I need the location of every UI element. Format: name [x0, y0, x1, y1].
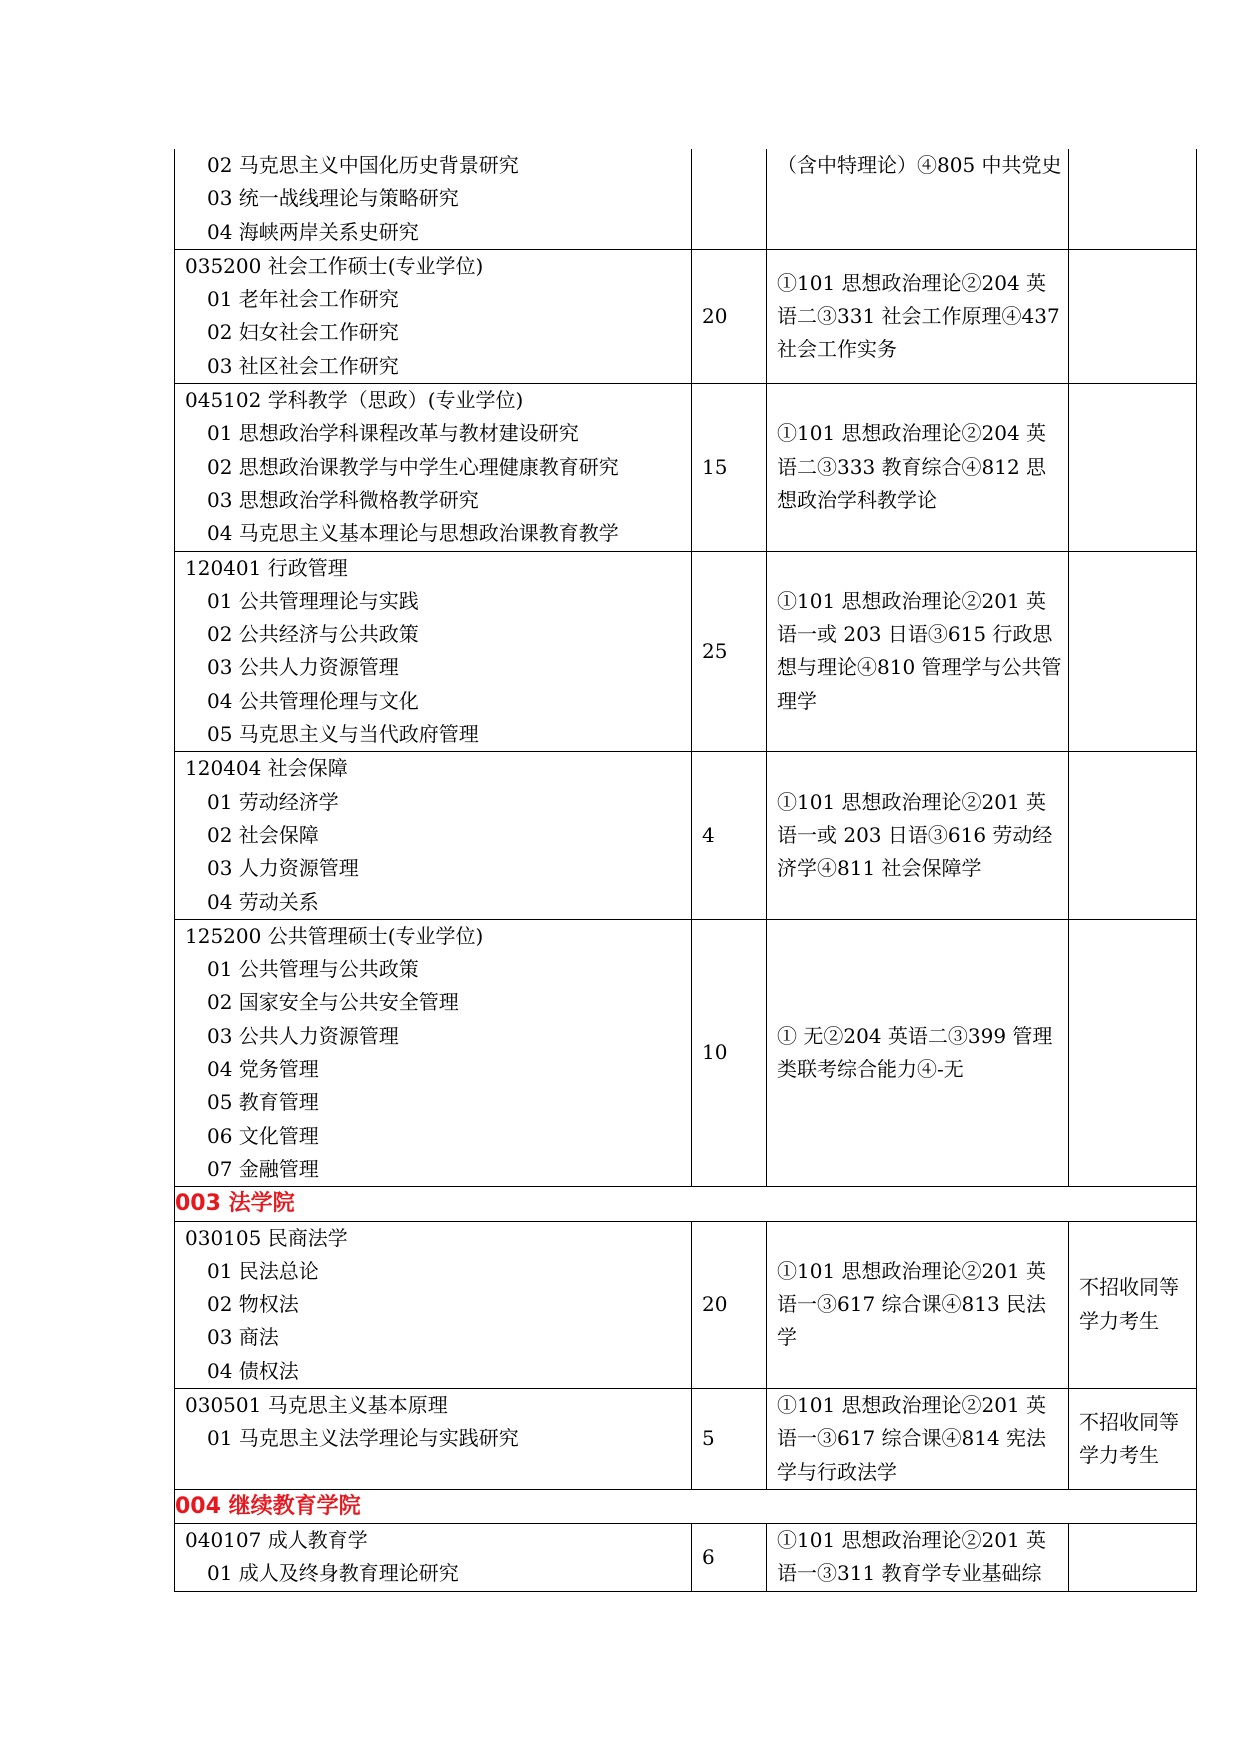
college-heading: 003 法学院: [175, 1187, 1197, 1221]
quota-cell: [692, 149, 767, 249]
quota-cell: 25: [692, 551, 767, 752]
major-title: 040107 成人教育学: [185, 1528, 368, 1553]
exam-subjects-cell: ①101 思想政治理论②201 英语一或 203 日语③615 行政思想与理论④810 管理学与公共管理学: [767, 551, 1069, 752]
research-direction: 03 思想政治学科微格教学研究: [207, 487, 479, 512]
research-direction: 03 公共人力资源管理: [207, 655, 399, 680]
quota-cell: 20: [692, 249, 767, 383]
exam-subjects-cell: ①101 思想政治理论②201 英语一③617 综合课④813 民法学: [767, 1221, 1069, 1388]
program-row: [175, 149, 1197, 249]
research-direction: 03 商法: [207, 1325, 279, 1350]
major-cell: [175, 752, 692, 919]
research-direction: 07 金融管理: [207, 1156, 319, 1181]
college-heading: 004 继续教育学院: [175, 1489, 1197, 1523]
research-direction: 02 公共经济与公共政策: [207, 622, 419, 647]
research-direction: 04 党务管理: [207, 1057, 319, 1082]
research-direction: 04 公共管理伦理与文化: [207, 688, 419, 713]
quota-cell: 20: [692, 1221, 767, 1388]
research-direction: 04 债权法: [207, 1358, 299, 1383]
remark-cell: [1069, 1524, 1197, 1592]
research-direction: 01 马克思主义法学理论与实践研究: [207, 1426, 519, 1451]
research-direction: 06 文化管理: [207, 1123, 319, 1148]
research-direction: 03 人力资源管理: [207, 856, 359, 881]
research-direction: 01 公共管理与公共政策: [207, 957, 419, 982]
research-direction: 05 教育管理: [207, 1090, 319, 1115]
program-row: [175, 1388, 1197, 1489]
research-direction: 03 公共人力资源管理: [207, 1023, 399, 1048]
exam-subjects-cell: ①101 思想政治理论②201 英语一或 203 日语③616 劳动经济学④811 社会保障学: [767, 752, 1069, 919]
major-title: 030105 民商法学: [185, 1225, 348, 1250]
research-direction: 04 劳动关系: [207, 889, 319, 914]
major-cell: [175, 384, 692, 551]
research-direction: 01 民法总论: [207, 1258, 319, 1283]
enrollment-table: [174, 149, 1197, 1592]
major-title: 035200 社会工作硕士(专业学位): [185, 253, 484, 278]
research-direction: 05 马克思主义与当代政府管理: [207, 722, 479, 747]
major-title: 045102 学科教学（思政）(专业学位): [185, 388, 524, 413]
exam-subjects-cell: ①101 思想政治理论②204 英语二③333 教育综合④812 思想政治学科教学论: [767, 384, 1069, 551]
major-title: 125200 公共管理硕士(专业学位): [185, 923, 484, 948]
program-row: [175, 551, 1197, 752]
college-row: [175, 1187, 1197, 1221]
research-direction: 04 马克思主义基本理论与思想政治课教育教学: [207, 521, 619, 546]
major-cell: [175, 551, 692, 752]
major-title: 030501 马克思主义基本原理: [185, 1392, 448, 1417]
research-direction: 01 思想政治学科课程改革与教材建设研究: [207, 421, 579, 446]
program-row: [175, 919, 1197, 1186]
exam-subjects-cell: ①101 思想政治理论②201 英语一③617 综合课④814 宪法学与行政法学: [767, 1388, 1069, 1489]
exam-subjects-cell: ①101 思想政治理论②204 英语二③331 社会工作原理④437 社会工作实务: [767, 249, 1069, 383]
quota-cell: 5: [692, 1388, 767, 1489]
remark-cell: 不招收同等学力考生: [1069, 1388, 1197, 1489]
research-direction: 02 物权法: [207, 1292, 299, 1317]
quota-cell: 6: [692, 1524, 767, 1592]
enrollment-table-page: [174, 149, 1196, 1592]
major-title: 120404 社会保障: [185, 756, 348, 781]
research-direction: 02 思想政治课教学与中学生心理健康教育研究: [207, 454, 619, 479]
major-cell: [175, 1524, 692, 1592]
major-cell: [175, 919, 692, 1186]
research-direction: 01 劳动经济学: [207, 789, 339, 814]
remark-cell: [1069, 384, 1197, 551]
exam-subjects-cell: ①101 思想政治理论②201 英语一③311 教育学专业基础综: [767, 1524, 1069, 1592]
research-direction: 02 社会保障: [207, 822, 319, 847]
research-direction: 01 成人及终身教育理论研究: [207, 1561, 459, 1586]
major-cell: [175, 1388, 692, 1489]
research-direction: 02 妇女社会工作研究: [207, 320, 399, 345]
major-cell: [175, 249, 692, 383]
exam-subjects-cell: （含中特理论）④805 中共党史: [767, 149, 1069, 249]
major-cell: [175, 1221, 692, 1388]
program-row: [175, 1524, 1197, 1592]
remark-cell: 不招收同等学力考生: [1069, 1221, 1197, 1388]
research-direction: 04 海峡两岸关系史研究: [207, 219, 419, 244]
research-direction: 03 统一战线理论与策略研究: [207, 186, 459, 211]
program-row: [175, 752, 1197, 919]
remark-cell: [1069, 249, 1197, 383]
program-row: [175, 384, 1197, 551]
college-row: [175, 1489, 1197, 1523]
remark-cell: [1069, 752, 1197, 919]
research-direction: 01 公共管理理论与实践: [207, 588, 419, 613]
remark-cell: [1069, 149, 1197, 249]
major-cell: [175, 149, 692, 249]
research-direction: 01 老年社会工作研究: [207, 287, 399, 312]
remark-cell: [1069, 551, 1197, 752]
research-direction: 03 社区社会工作研究: [207, 353, 399, 378]
program-row: [175, 249, 1197, 383]
enrollment-table-body: [175, 149, 1197, 1591]
program-row: [175, 1221, 1197, 1388]
quota-cell: 4: [692, 752, 767, 919]
major-title: 120401 行政管理: [185, 555, 348, 580]
exam-subjects-cell: ① 无②204 英语二③399 管理类联考综合能力④-无: [767, 919, 1069, 1186]
quota-cell: 15: [692, 384, 767, 551]
research-direction: 02 国家安全与公共安全管理: [207, 990, 459, 1015]
quota-cell: 10: [692, 919, 767, 1186]
research-direction: 02 马克思主义中国化历史背景研究: [207, 153, 519, 177]
remark-cell: [1069, 919, 1197, 1186]
